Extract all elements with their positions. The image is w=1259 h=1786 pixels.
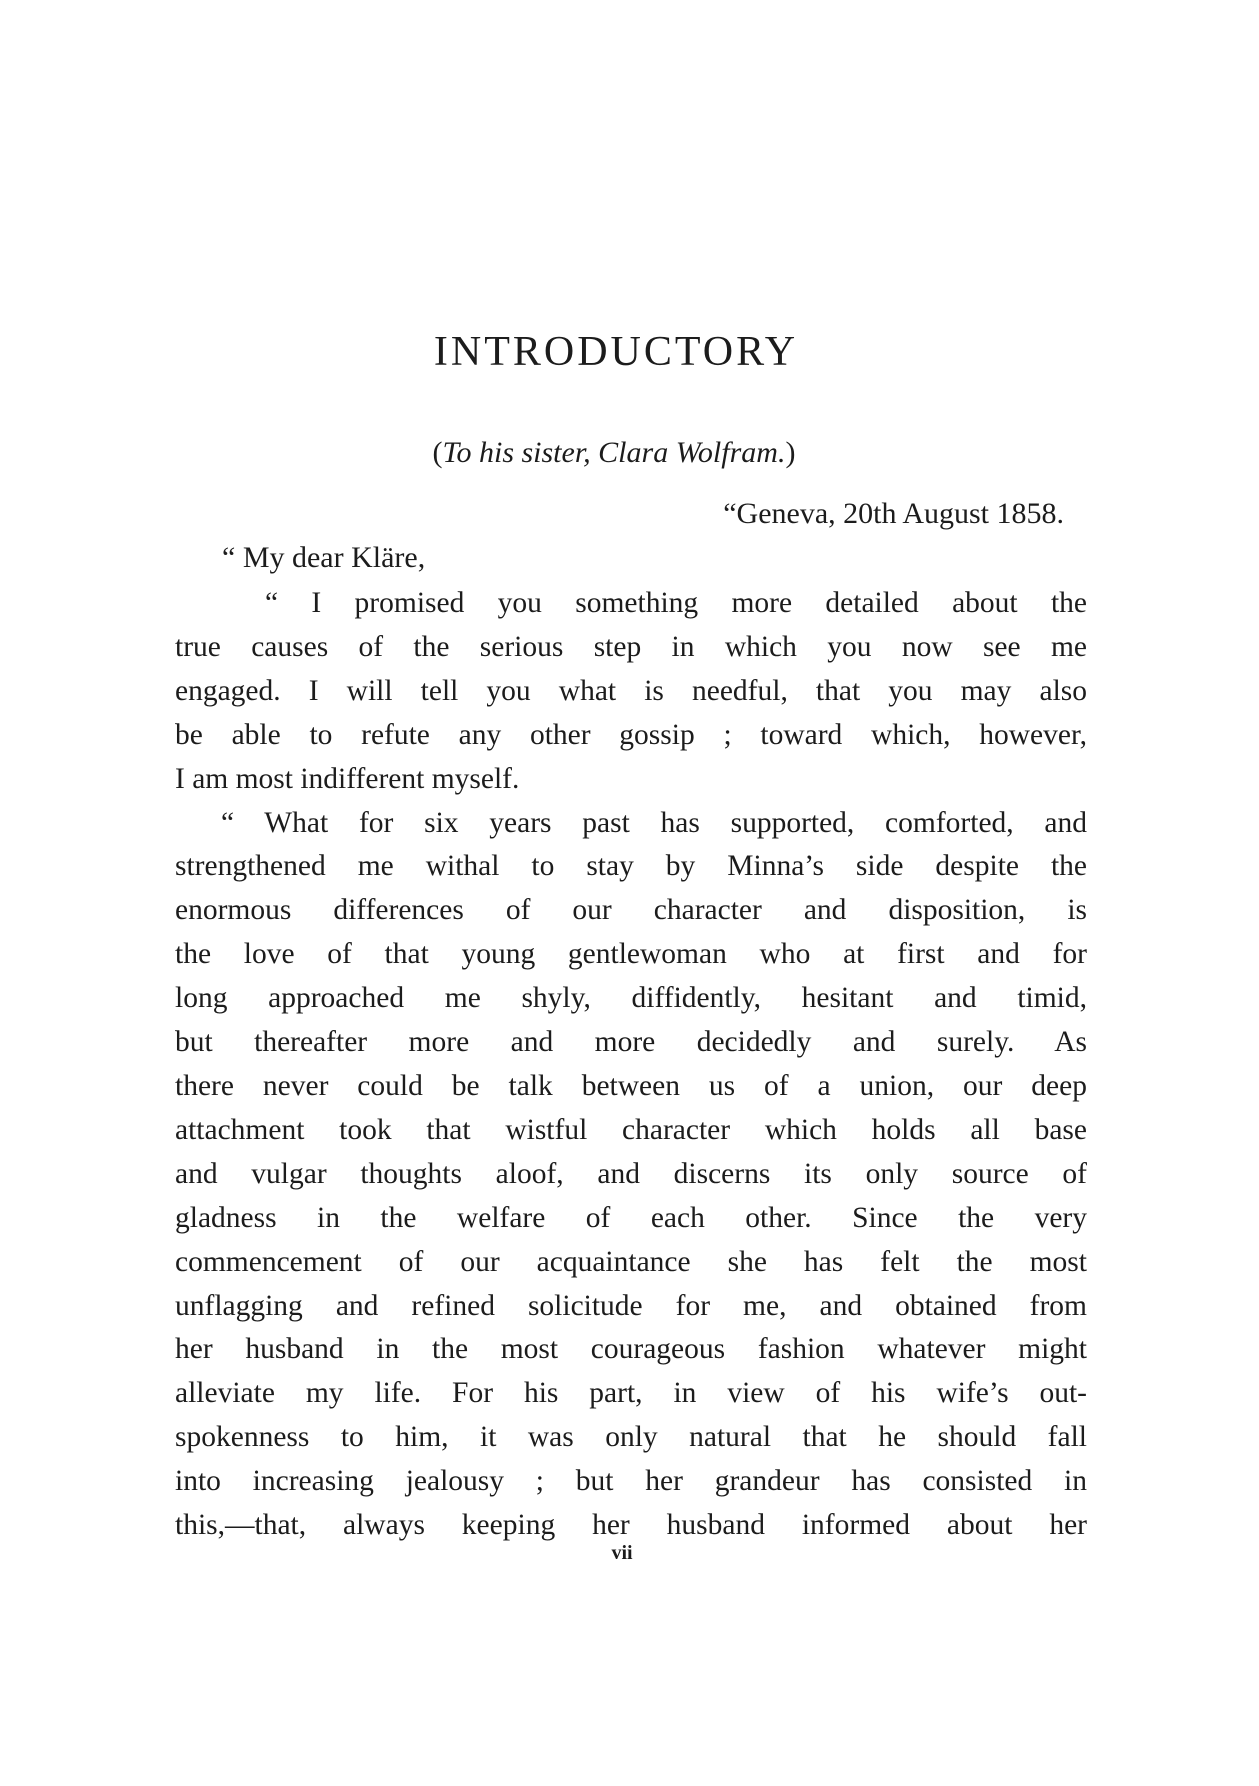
text-line: alleviate my life. For his part, in view of his wife’s out- — [175, 1377, 1087, 1410]
text-line: and vulgar thoughts aloof, and discerns its only source of — [175, 1157, 1087, 1190]
page-number: vii — [611, 1542, 633, 1564]
text-line: gladness in the welfare of each other. Since the very — [175, 1201, 1087, 1234]
chapter-title: INTRODUCTORY — [433, 329, 799, 375]
text-line: the love of that young gentlewoman who at first and for — [175, 938, 1087, 971]
letter-dateline: “Geneva, 20th August 1858. — [723, 497, 1064, 530]
text-line: this,—that, always keeping her husband informed about her — [175, 1509, 1087, 1542]
text-line: true causes of the serious step in which you now see me — [175, 630, 1087, 663]
text-line: “ I promised you something more detailed about the — [265, 587, 1087, 619]
text-line: I am most indifferent myself. — [175, 762, 520, 795]
text-line: spokenness to him, it was only natural that he should fall — [175, 1421, 1087, 1454]
text-line: commencement of our acquaintance she has felt the most — [175, 1245, 1087, 1278]
dedication-text: To his sister, Clara Wolfram. — [442, 436, 786, 469]
text-line: but thereafter more and more decidedly and surely. As — [175, 1026, 1087, 1059]
text-line: “ What for six years past has supported, comforted, and — [221, 806, 1087, 839]
dedication-close-paren: ) — [785, 436, 796, 469]
dedication-line — [0, 436, 1228, 470]
letter-salutation: “ My dear Kläre, — [222, 541, 426, 574]
text-line: engaged. I will tell you what is needful, that you may also — [175, 674, 1087, 707]
text-line: there never could be talk between us of a union, our deep — [175, 1069, 1087, 1102]
text-line: long approached me shyly, diffidently, hesitant and timid, — [175, 982, 1087, 1015]
dedication-open-paren: ( — [432, 436, 443, 469]
text-line: be able to refute any other gossip ; toward which, however, — [175, 718, 1087, 751]
letter-body — [175, 582, 1087, 1548]
text-line: unflagging and refined solicitude for me, and obtained from — [175, 1289, 1087, 1322]
text-line: strengthened me withal to stay by Minna’s side despite the — [175, 850, 1087, 883]
text-line: into increasing jealousy ; but her grandeur has consisted in — [175, 1465, 1087, 1498]
text-line: enormous differences of our character and disposition, is — [175, 894, 1087, 927]
text-line: attachment took that wistful character which holds all base — [175, 1113, 1087, 1146]
text-line: her husband in the most courageous fashion whatever might — [175, 1333, 1087, 1366]
